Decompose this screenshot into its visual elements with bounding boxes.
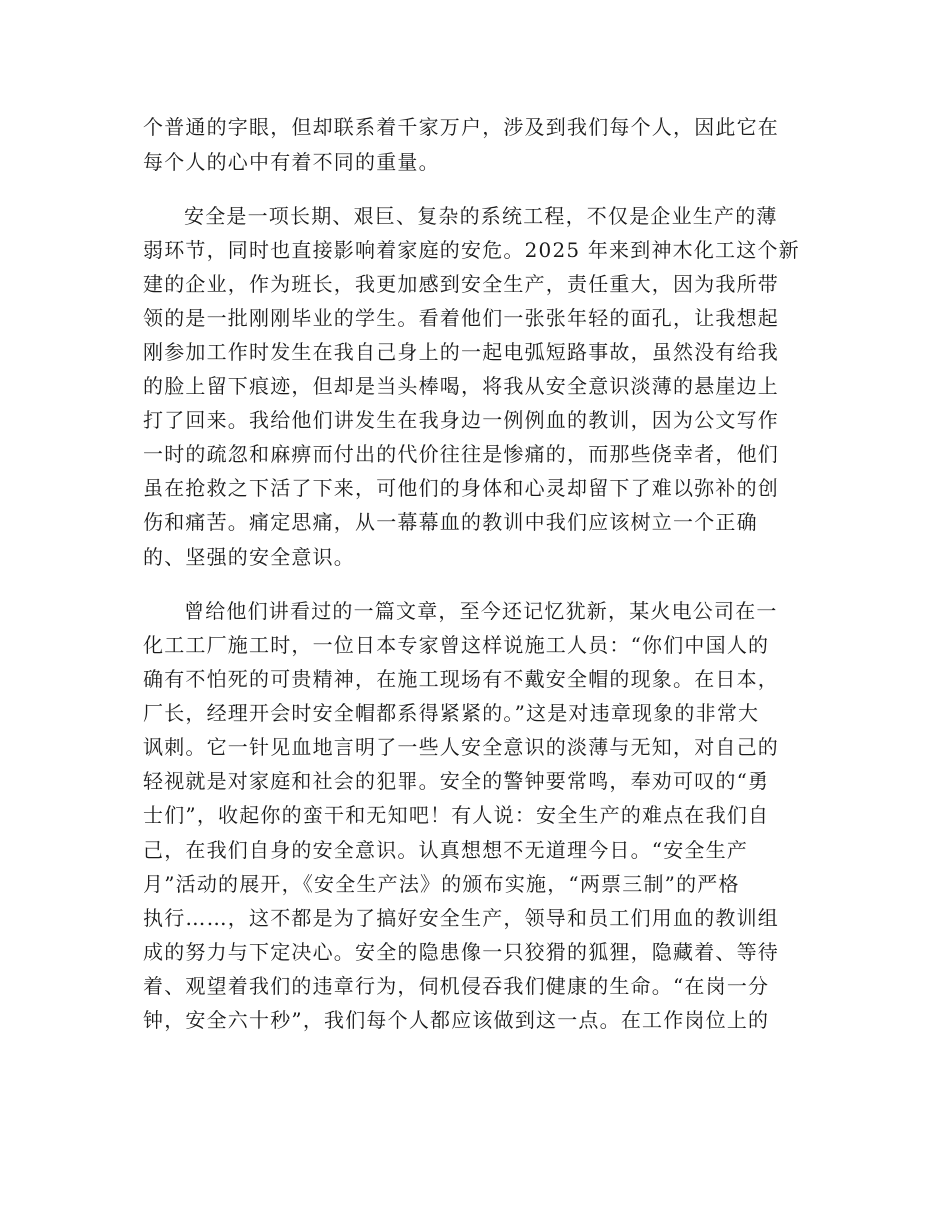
text-line: 的脸上留下痕迹，但却是当头棒喝，将我从安全意识淡薄的悬崖边上 (143, 374, 779, 398)
text-line: 己，在我们自身的安全意识。认真想想不无道理今日。“安全生产 (143, 838, 749, 862)
text-line: 化工工厂施工时，一位日本专家曾这样说施工人员：“你们中国人的 (143, 633, 770, 657)
text-line: 的、坚强的安全意识。 (143, 545, 355, 569)
text-line: 打了回来。我给他们讲发生在我身边一例例血的教训，因为公文写作 (143, 408, 779, 432)
text-line: 弱环节，同时也直接影响着家庭的安危。2025 年来到神木化工这个新 (143, 238, 800, 262)
text-line: 确有不怕死的可贵精神，在施工现场有不戴安全帽的现象。在日本， (143, 667, 779, 691)
text-line: 士们”，收起你的蛮干和无知吧！有人说：安全生产的难点在我们自 (143, 803, 770, 827)
text-line: 个普通的字眼，但却联系着千家万户，涉及到我们每个人，因此它在 (143, 115, 779, 139)
text-line: 安全是一项长期、艰巨、复杂的系统工程，不仅是企业生产的薄 (184, 204, 778, 228)
text-line: 一时的疏忽和麻痹而付出的代价往往是惨痛的，而那些侥幸者，他们 (143, 442, 779, 466)
text-line: 刚参加工作时发生在我自己身上的一起电弧短路事故，虽然没有给我 (143, 340, 779, 364)
text-line: 建的企业，作为班长，我更加感到安全生产，责任重大，因为我所带 (143, 272, 779, 296)
text-line: 厂长，经理开会时安全帽都系得紧紧的。”这是对违章现象的非常大 (143, 701, 760, 725)
text-line: 每个人的心中有着不同的重量。 (143, 150, 440, 174)
text-line: 钟，安全六十秒”，我们每个人都应该做到这一点。在工作岗位上的 (143, 1008, 770, 1032)
text-line: 月”活动的展开，《安全生产法》的颁布实施，“两票三制”的严格 (143, 872, 740, 896)
text-line: 虽在抢救之下活了下来，可他们的身体和心灵却留下了难以弥补的创 (143, 476, 779, 500)
text-line: 伤和痛苦。痛定思痛，从一幕幕血的教训中我们应该树立一个正确 (143, 510, 758, 534)
text-line: 轻视就是对家庭和社会的犯罪。安全的警钟要常鸣，奉劝可叹的“勇 (143, 769, 770, 793)
text-line: 领的是一批刚刚毕业的学生。看着他们一张张年轻的面孔，让我想起 (143, 306, 779, 330)
text-line: 成的努力与下定决心。安全的隐患像一只狡猾的狐狸，隐藏着、等待 (143, 940, 779, 964)
text-line: 着、观望着我们的违章行为，伺机侵吞我们健康的生命。“在岗一分 (143, 974, 770, 998)
text-line: 曾给他们讲看过的一篇文章，至今还记忆犹新，某火电公司在一 (184, 599, 778, 623)
text-line: 讽刺。它一针见血地言明了一些人安全意识的淡薄与无知，对自己的 (143, 735, 779, 759)
text-line: 执行……，这不都是为了搞好安全生产，领导和员工们用血的教训组 (143, 906, 779, 930)
